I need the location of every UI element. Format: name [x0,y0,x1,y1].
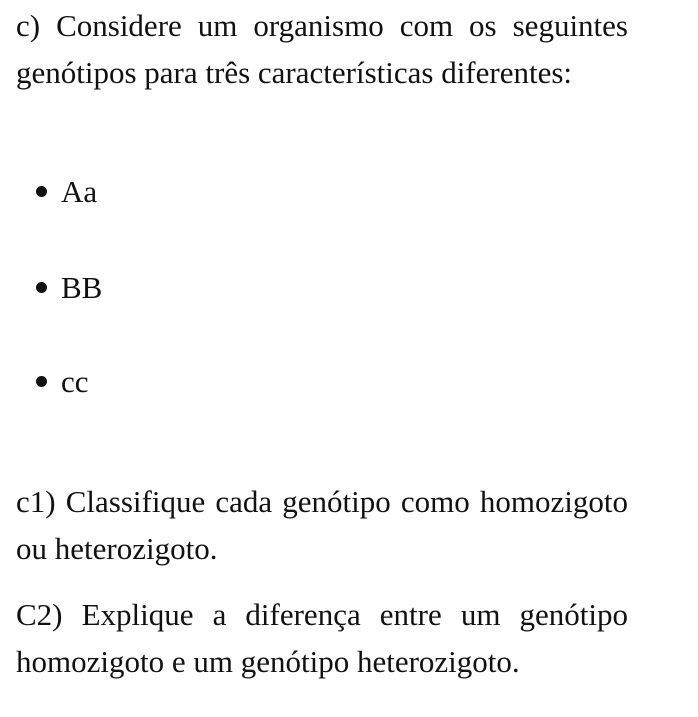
bullet-icon [36,186,47,197]
list-item [36,172,97,212]
list-item [36,362,89,402]
genotype-label: Aa [61,174,98,209]
question-c1: c1) Classifique cada genótipo como homozigoto ou heterozigoto. [16,484,628,566]
bullet-icon [36,282,47,293]
question-intro: c) Considere um organismo com os seguintes genótipos para três características diferentes: [16,8,628,90]
question-c2: C2) Explique a diferença entre um genótipo homozigoto e um genótipo heterozigoto. [16,597,628,679]
list-item [36,268,102,308]
genotype-label: cc [61,364,89,399]
genotype-label: BB [61,270,103,305]
bullet-icon [36,376,47,387]
